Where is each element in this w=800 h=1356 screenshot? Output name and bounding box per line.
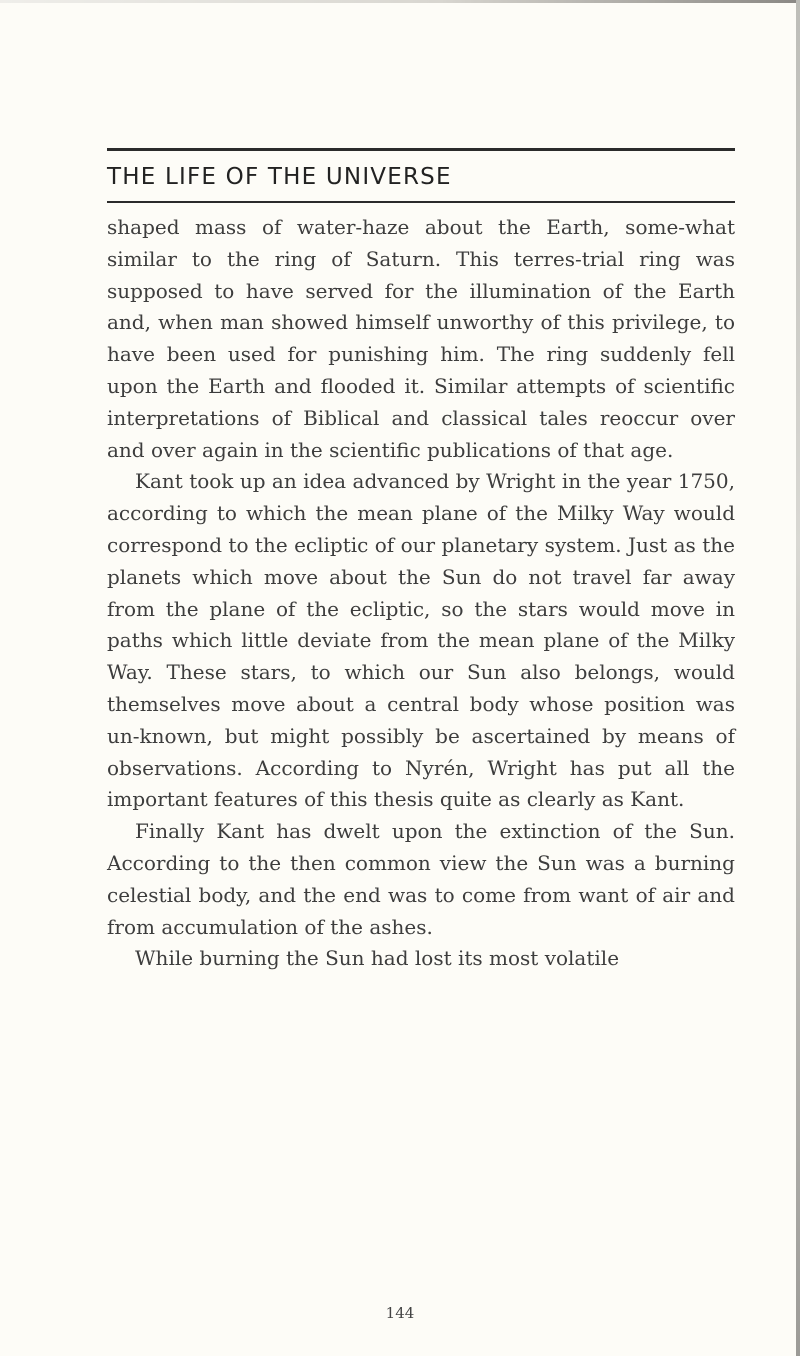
running-head: THE LIFE OF THE UNIVERSE — [107, 164, 452, 190]
paragraph: Finally Kant has dwelt upon the extinction of the Sun. According to the then common view the Sun was a burning celestial body, and the end was to come from want of air and from accumulation of the ashes. — [107, 819, 735, 939]
page-top-edge — [0, 0, 800, 3]
paragraph: While burning the Sun had lost its most volatile — [135, 946, 620, 971]
body-text — [107, 212, 735, 975]
book-page — [107, 148, 735, 975]
page-right-edge — [796, 0, 800, 1356]
paragraph: shaped mass of water-haze about the Earth, some-what similar to the ring of Saturn. This terres-trial ring was supposed to have served for the illumination of the Earth and, when man showed himself unworthy of this privilege, to have been used for punishing him. The ring suddenly fell upon the Earth and flooded it. Similar attempts of scientific interpretations of Biblical and classical tales reoccur over and over again in the scientific publications of that age. — [107, 215, 735, 462]
page-number: 144 — [385, 1304, 415, 1322]
paragraph: Kant took up an idea advanced by Wright in the year 1750, according to which the mean plane of the Milky Way would correspond to the ecliptic of our planetary system. Just as the planets which move about the Sun do not travel far away from the plane of the ecliptic, so the stars would move in paths which little deviate from the mean plane of the Milky Way. These stars, to which our Sun also belongs, would themselves move about a central body whose position was un-known, but might possibly be ascertained by means of observations. According to Nyrén, Wright has put all the important features of this thesis quite as clearly as Kant. — [107, 469, 735, 812]
header-rule-bottom — [107, 201, 735, 203]
header-rule-top — [107, 148, 735, 151]
